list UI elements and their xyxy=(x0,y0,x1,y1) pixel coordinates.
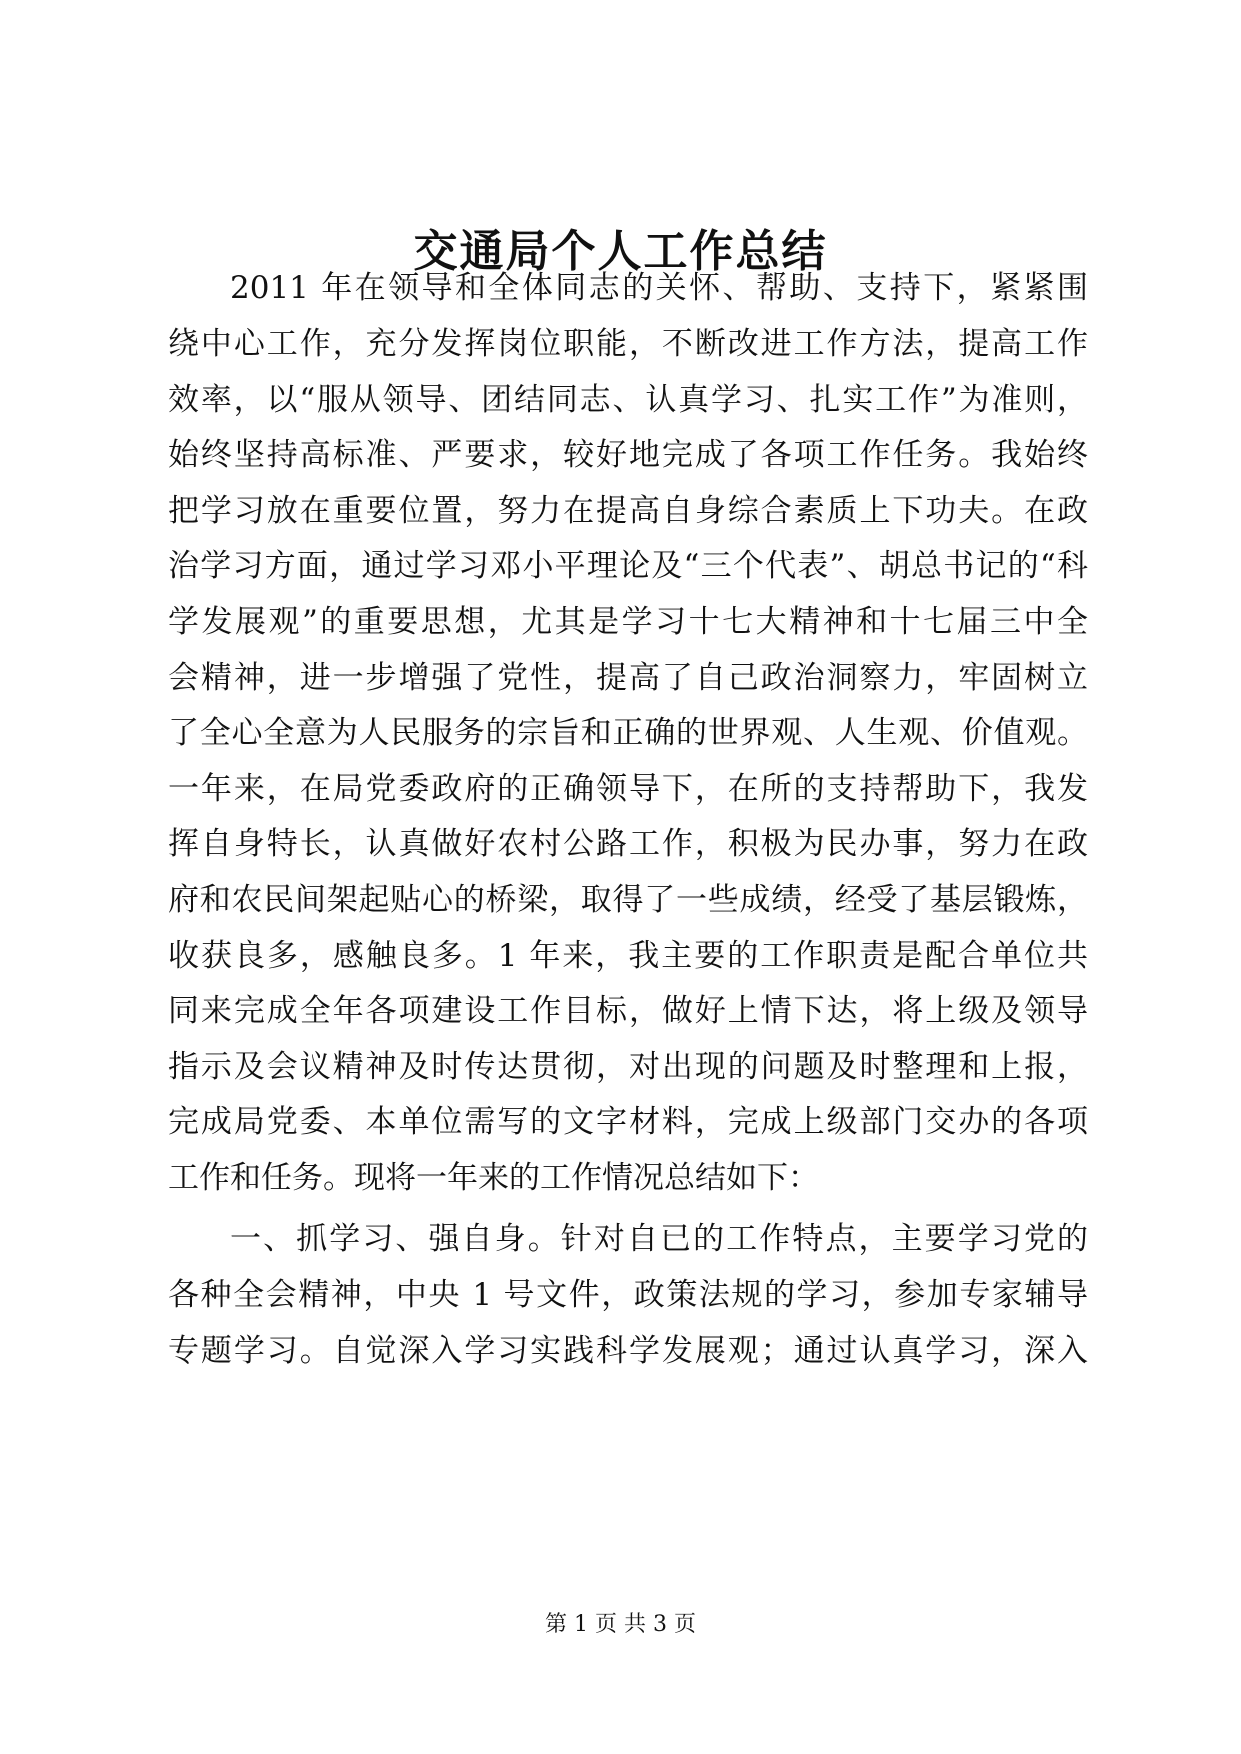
body-line: 收获良多，感触良多。1 年来，我主要的工作职责是配合单位共 xyxy=(168,938,1088,974)
body-line: 各种全会精神，中央 1 号文件，政策法规的学习，参加专家辅导 xyxy=(168,1277,1088,1313)
body-line: 把学习放在重要位置，努力在提高自身综合素质上下功夫。在政 xyxy=(168,493,1088,529)
body-line: 完成局党委、本单位需写的文字材料，完成上级部门交办的各项 xyxy=(168,1104,1088,1140)
body-line: 始终坚持高标准、严要求，较好地完成了各项工作任务。我始终 xyxy=(168,437,1088,473)
document-title: 交通局个人工作总结 xyxy=(413,226,828,277)
body-line: 挥自身特长，认真做好农村公路工作，积极为民办事，努力在政 xyxy=(168,826,1088,862)
body-line: 指示及会议精神及时传达贯彻，对出现的问题及时整理和上报， xyxy=(168,1049,1088,1085)
body-line: 工作和任务。现将一年来的工作情况总结如下： xyxy=(168,1160,819,1196)
body-line: 治学习方面，通过学习邓小平理论及“三个代表”、胡总书记的“科 xyxy=(168,548,1088,584)
body-line: 同来完成全年各项建设工作目标，做好上情下达，将上级及领导 xyxy=(168,993,1088,1029)
body-line: 会精神，进一步增强了党性，提高了自己政治洞察力，牢固树立 xyxy=(168,660,1088,696)
body-line: 专题学习。自觉深入学习实践科学发展观；通过认真学习，深入 xyxy=(168,1333,1088,1369)
body-line: 学发展观”的重要思想，尤其是学习十七大精神和十七届三中全 xyxy=(168,604,1088,640)
body-line: 一、抓学习、强自身。针对自已的工作特点，主要学习党的 xyxy=(230,1221,1088,1257)
body-line: 府和农民间架起贴心的桥梁，取得了一些成绩，经受了基层锻炼， xyxy=(168,882,1088,918)
body-line: 2011 年在领导和全体同志的关怀、帮助、支持下，紧紧围 xyxy=(230,270,1088,306)
body-line: 一年来，在局党委政府的正确领导下，在所的支持帮助下，我发 xyxy=(168,771,1088,807)
body-line: 了全心全意为人民服务的宗旨和正确的世界观、人生观、价值观。 xyxy=(168,715,1088,751)
page-number-footer: 第 1 页 共 3 页 xyxy=(545,1612,696,1637)
body-line: 绕中心工作，充分发挥岗位职能，不断改进工作方法，提高工作 xyxy=(168,326,1088,362)
body-line: 效率，以“服从领导、团结同志、认真学习、扎实工作”为准则， xyxy=(168,382,1088,418)
